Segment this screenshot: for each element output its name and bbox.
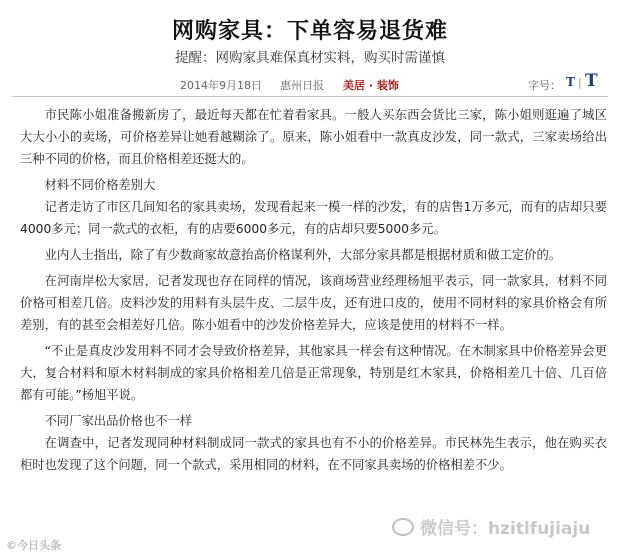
- paragraph: 在调查中，记者发现同种材料制成同一款式的家具也有不小的价格差异。市民林先生表示，他在购买衣柜时也发现了这个问题，同一个款式，采用相同的材料，在不同家具卖场的价格相差不少。: [20, 436, 607, 472]
- section-heading: 不同厂家出品价格也不一样: [44, 414, 193, 428]
- wechat-id-text: 微信号：hzitlfujiaju: [420, 519, 591, 539]
- font-separator: |: [578, 76, 582, 89]
- header-divider: [12, 96, 608, 97]
- section-heading: 材料不同价格差别大: [44, 178, 156, 192]
- article-meta-bar: [0, 71, 620, 96]
- article-title: 网购家具：下单容易退货难: [171, 19, 448, 44]
- font-small-button[interactable]: T: [566, 75, 575, 89]
- paragraph: “不止是真皮沙发用料不同才会导致价格差异，其他家具一样会有这种情况。在木制家具中价格差异会更大，复合材料和原木材料制成的家具价格相差几倍是正常现象，特别是红木家具，价格相差几十倍、几百倍都有可能。”杨旭平说。: [20, 344, 607, 402]
- watermark-wechat: [392, 514, 590, 539]
- paragraph: 在河南岸松大家居，记者发现也存在同样的情况，该商场营业经理杨旭平表示，同一款家具，材料不同价格可相差几倍。皮料沙发的用料有头层牛皮、二层牛皮，还有进口皮的，使用不同材料的家具价格会有所差别，有的甚至会相差好几倍。陈小姐看中的沙发价格差异大，应该是使用的材料不一样。: [20, 274, 607, 332]
- font-large-button[interactable]: T: [585, 71, 598, 91]
- font-size-label: 字号：: [528, 79, 561, 92]
- paragraph: 市民陈小姐准备搬新房了，最近每天都在忙着看家具。一般人买东西会货比三家，陈小姐则逛遍了城区大大小小的卖场，可价格差异让她看越糊涂了。原来，陈小姐看中一款真皮沙发，同一款式，三家卖场给出三种不同的价格，而且价格相差还挺大的。: [20, 108, 607, 166]
- paragraph: 记者走访了市区几间知名的家具卖场，发现看起来一模一样的沙发，有的店售1万多元，而有的店却只要4000多元；同一款式的衣柜，有的店要6000多元，有的店却只要5000多元。: [20, 200, 607, 236]
- source-label: 惠州日报: [280, 79, 324, 92]
- wechat-icon: [392, 518, 414, 536]
- paragraph: 业内人士指出，除了有少数商家故意抬高价格谋利外，大部分家具都是根据材质和做工定价的。: [44, 248, 562, 262]
- watermark-toutiao: ©今日头条: [6, 539, 61, 552]
- article-subtitle: 提醒：网购家具难保真材实料，购买时需谨慎: [175, 50, 445, 66]
- publish-date: 2014年9月18日: [180, 79, 262, 92]
- article-body: [20, 104, 607, 480]
- section-link[interactable]: 美居 · 装饰: [343, 79, 399, 92]
